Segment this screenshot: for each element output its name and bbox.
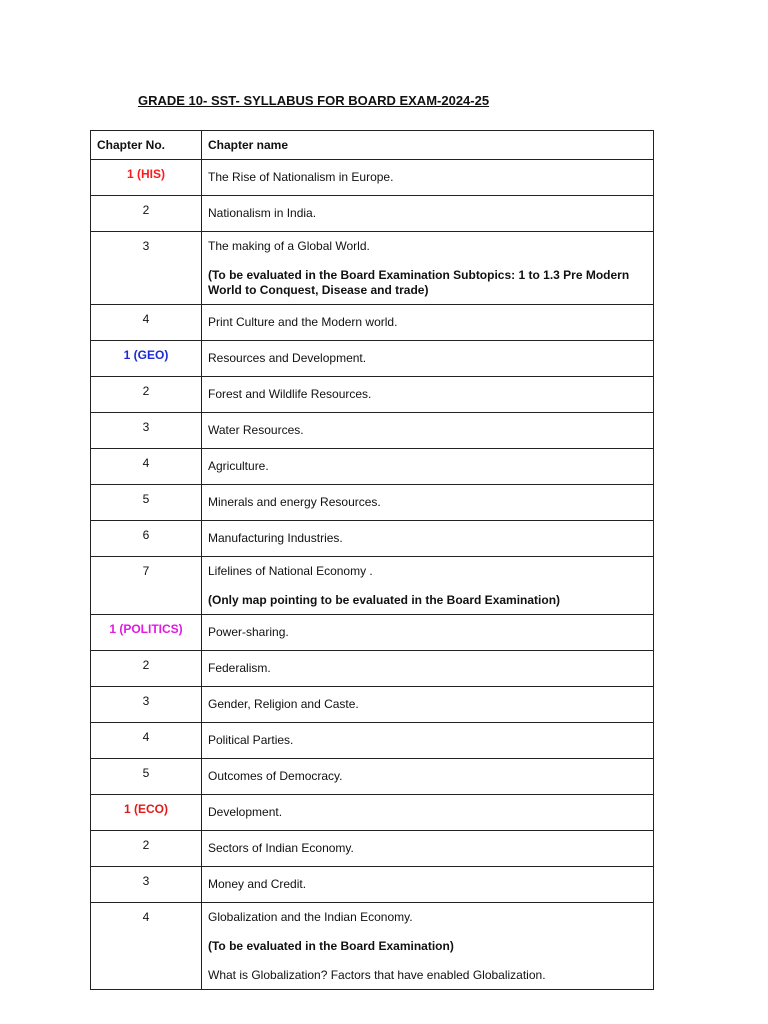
chapter-text: Water Resources.: [208, 423, 304, 437]
chapter-name: [202, 759, 654, 795]
chapter-name: [202, 687, 654, 723]
chapter-number: 2: [91, 196, 202, 232]
chapter-text: Print Culture and the Modern world.: [208, 315, 398, 329]
chapter-name: [202, 723, 654, 759]
chapter-text: Minerals and energy Resources.: [208, 495, 381, 509]
chapter-text: The making of a Global World.: [208, 239, 370, 253]
table-row: [91, 160, 654, 196]
chapter-name: [202, 651, 654, 687]
table-row: [91, 831, 654, 867]
chapter-number: 4: [91, 449, 202, 485]
chapter-number: 1 (GEO): [91, 341, 202, 377]
table-row: [91, 557, 654, 615]
chapter-text: Globalization and the Indian Economy.: [208, 910, 413, 924]
chapter-name: [202, 196, 654, 232]
syllabus-table: [90, 130, 654, 990]
chapter-note: (To be evaluated in the Board Examination Subtopics: 1 to 1.3 Pre Modern World to Conquest, Disease and trade): [208, 268, 630, 297]
table-row: [91, 341, 654, 377]
chapter-number: 3: [91, 232, 202, 305]
table-row: [91, 723, 654, 759]
table-header-row: [91, 131, 654, 160]
table-row: [91, 521, 654, 557]
chapter-name: [202, 867, 654, 903]
chapter-text: Gender, Religion and Caste.: [208, 697, 359, 711]
chapter-text: Outcomes of Democracy.: [208, 769, 343, 783]
chapter-name: [202, 521, 654, 557]
chapter-number: 4: [91, 305, 202, 341]
chapter-name: [202, 557, 654, 615]
chapter-number: 3: [91, 687, 202, 723]
chapter-note: (Only map pointing to be evaluated in the Board Examination): [208, 593, 561, 607]
chapter-number: 4: [91, 723, 202, 759]
table-row: [91, 759, 654, 795]
chapter-number: 3: [91, 867, 202, 903]
table-row: [91, 449, 654, 485]
chapter-number: 5: [91, 485, 202, 521]
chapter-text: Political Parties.: [208, 733, 294, 747]
chapter-text: Resources and Development.: [208, 351, 367, 365]
chapter-name: [202, 449, 654, 485]
chapter-name: [202, 831, 654, 867]
chapter-name: [202, 341, 654, 377]
chapter-text: Lifelines of National Economy .: [208, 564, 373, 578]
table-body: [91, 160, 654, 990]
chapter-text: Federalism.: [208, 661, 271, 675]
chapter-name: [202, 903, 654, 990]
column-header-chapter-name: Chapter name: [202, 131, 654, 160]
chapter-text: The Rise of Nationalism in Europe.: [208, 170, 394, 184]
table-row: [91, 687, 654, 723]
chapter-text: Agriculture.: [208, 459, 269, 473]
chapter-number: 5: [91, 759, 202, 795]
chapter-name: [202, 413, 654, 449]
chapter-note: (To be evaluated in the Board Examination): [208, 939, 454, 953]
chapter-number: 2: [91, 651, 202, 687]
chapter-name: [202, 615, 654, 651]
chapter-text: Power-sharing.: [208, 625, 289, 639]
chapter-number: 2: [91, 831, 202, 867]
table-row: [91, 305, 654, 341]
table-row: [91, 867, 654, 903]
table-row: [91, 377, 654, 413]
chapter-name: [202, 485, 654, 521]
chapter-text: Forest and Wildlife Resources.: [208, 387, 372, 401]
chapter-number: 1 (HIS): [91, 160, 202, 196]
chapter-text: Development.: [208, 805, 283, 819]
chapter-text: Money and Credit.: [208, 877, 307, 891]
chapter-text: Sectors of Indian Economy.: [208, 841, 354, 855]
table-row: [91, 485, 654, 521]
table-row: [91, 232, 654, 305]
chapter-text: Nationalism in India.: [208, 206, 317, 220]
chapter-name: [202, 305, 654, 341]
table-row: [91, 413, 654, 449]
column-header-chapter-no: Chapter No.: [91, 131, 202, 160]
chapter-number: 3: [91, 413, 202, 449]
table-row: [91, 795, 654, 831]
table-row: [91, 903, 654, 990]
table-row: [91, 196, 654, 232]
chapter-text: What is Globalization? Factors that have enabled Globalization.: [208, 968, 546, 982]
chapter-number: 1 (POLITICS): [91, 615, 202, 651]
chapter-name: [202, 160, 654, 196]
chapter-text: Manufacturing Industries.: [208, 531, 343, 545]
chapter-number: 1 (ECO): [91, 795, 202, 831]
chapter-name: [202, 377, 654, 413]
chapter-number: 7: [91, 557, 202, 615]
chapter-number: 2: [91, 377, 202, 413]
table-row: [91, 615, 654, 651]
chapter-name: [202, 232, 654, 305]
chapter-number: 4: [91, 903, 202, 990]
page-title: GRADE 10- SST- SYLLABUS FOR BOARD EXAM-2024-25: [138, 93, 490, 108]
table-row: [91, 651, 654, 687]
chapter-number: 6: [91, 521, 202, 557]
chapter-name: [202, 795, 654, 831]
